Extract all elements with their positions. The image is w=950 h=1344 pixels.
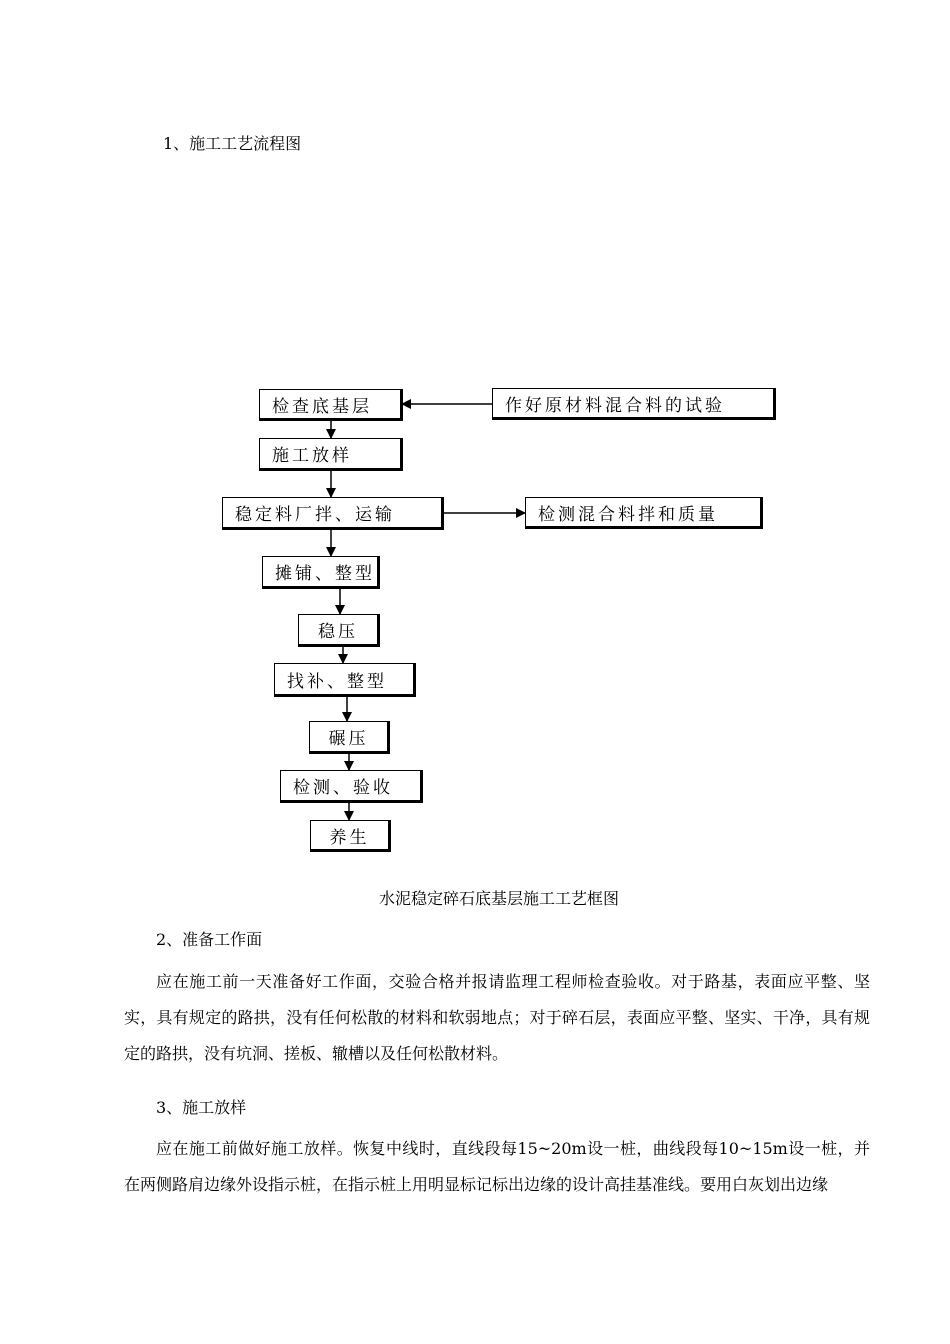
section2-heading: 2、准备工作面	[156, 930, 263, 949]
flow-box-stabilize-press: 稳压	[298, 614, 380, 647]
flow-box-layout: 施工放样	[259, 438, 403, 471]
flow-box-spreading: 摊铺、整型	[262, 556, 380, 589]
section3-body	[124, 1131, 870, 1203]
section2-paragraph: 应在施工前一天准备好工作面，交验合格并报请监理工程师检查验收。对于路基，表面应平整、坚实，具有规定的路拱，没有任何松散的材料和软弱地点；对于碎石层，表面应平整、坚实、干净，具有规定的路拱，没有坑洞、搓板、辙槽以及任何松散材料。	[124, 972, 870, 1063]
flow-box-inspection-acceptance: 检测、验收	[280, 770, 423, 803]
flow-box-inspect-base: 检查底基层	[259, 389, 403, 421]
figure-caption: 水泥稳定碎石底基层施工工艺框图	[378, 889, 619, 908]
section1-heading: 1、施工工艺流程图	[163, 134, 302, 153]
section3-heading: 3、施工放样	[156, 1098, 247, 1117]
flow-box-check-mix-quality: 检测混合料拌和质量	[525, 497, 763, 529]
section3-paragraph: 应在施工前做好施工放样。恢复中线时，直线段每15~20m设一桩，曲线段每10~15m设一桩，并在两侧路肩边缘外设指示桩，在指示桩上用明显标记标出边缘的设计高挂基准线。要用白灰划出边缘	[124, 1139, 870, 1194]
section2-body	[124, 964, 870, 1072]
flow-box-curing: 养生	[310, 820, 391, 852]
flow-box-patching: 找补、整型	[274, 663, 416, 697]
flow-box-mixing-transport: 稳定料厂拌、运输	[222, 497, 444, 530]
flow-box-rolling: 碾压	[309, 721, 390, 754]
flow-box-material-test: 作好原材料混合料的试验	[492, 388, 776, 420]
